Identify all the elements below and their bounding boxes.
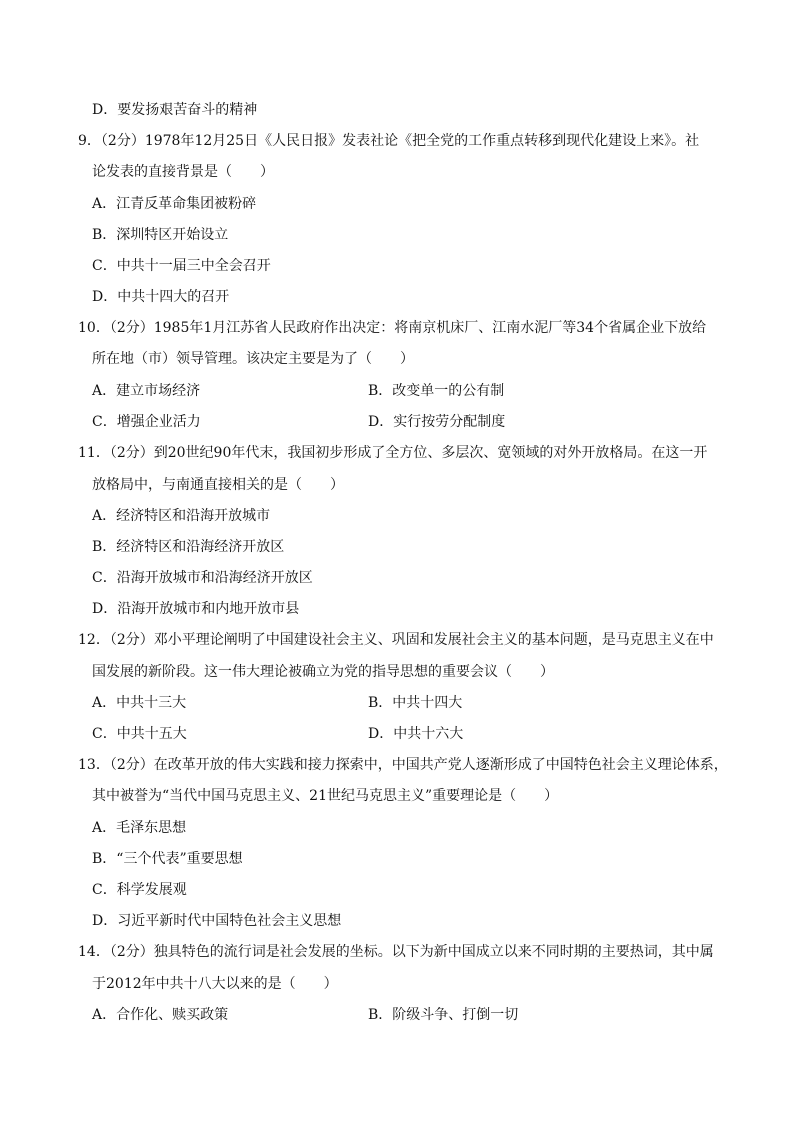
- option-d: D．中共十四大的召开: [92, 289, 230, 305]
- question-stem-line: 11．（2分）到20世纪90年代末，我国初步形成了全方位、多层次、宽领域的对外开放格局。在这一开: [78, 445, 708, 461]
- option-d: D．习近平新时代中国特色社会主义思想: [92, 913, 342, 929]
- option-d: D．实行按劳分配制度: [368, 414, 506, 430]
- option-a: A．毛泽东思想: [92, 820, 187, 836]
- option-c: C．沿海开放城市和沿海经济开放区: [92, 570, 313, 586]
- option-b: B．“三个代表”重要思想: [92, 851, 243, 867]
- option-b: B．深圳特区开始设立: [92, 227, 229, 243]
- question-stem-line: 放格局中，与南通直接相关的是（ ）: [92, 477, 344, 493]
- question-stem-line: 14．（2分）独具特色的流行词是社会发展的坐标。以下为新中国成立以来不同时期的主要热词，其中属: [78, 944, 714, 960]
- option-d: D．沿海开放城市和内地开放市县: [92, 601, 300, 617]
- option-c: C．增强企业活力: [92, 414, 201, 430]
- option-b: B．经济特区和沿海经济开放区: [92, 539, 285, 555]
- question-stem-line: 国发展的新阶段。这一伟大理论被确立为党的指导思想的重要会议（ ）: [92, 664, 554, 680]
- question-stem-line: 其中被誉为“当代中国马克思主义、21世纪马克思主义”重要理论是（ ）: [92, 788, 559, 804]
- question-stem-line: 论发表的直接背景是（ ）: [92, 164, 274, 180]
- option-a: A．江青反革命集团被粉碎: [92, 196, 257, 212]
- question-stem-line: 10．（2分）1985年1月江苏省人民政府作出决定：将南京机床厂、江南水泥厂等34个省属企业下放给: [78, 320, 707, 336]
- question-stem-line: 所在地（市）领导管理。该决定主要是为了（ ）: [92, 351, 414, 367]
- option-a: A．合作化、赎买政策: [92, 1007, 229, 1023]
- option-b: B．阶级斗争、打倒一切: [368, 1007, 519, 1023]
- question-stem-line: 13．（2分）在改革开放的伟大实践和接力探索中，中国共产党人逐渐形成了中国特色社会主义理论体系，: [78, 757, 728, 773]
- option-a: A．经济特区和沿海开放城市: [92, 508, 271, 524]
- question-stem-line: 于2012年中共十八大以来的是（ ）: [92, 976, 338, 992]
- option-a: A．中共十三大: [92, 695, 187, 711]
- option-c: C．中共十一届三中全会召开: [92, 258, 271, 274]
- option-d: D．中共十六大: [368, 726, 464, 742]
- option-a: A．建立市场经济: [92, 383, 201, 399]
- option-b: B．改变单一的公有制: [368, 383, 505, 399]
- option-b: B．中共十四大: [368, 695, 463, 711]
- option-c: C．中共十五大: [92, 726, 187, 742]
- question-stem-line: 12．（2分）邓小平理论阐明了中国建设社会主义、巩固和发展社会主义的基本问题，是马克思主义在中: [78, 632, 714, 648]
- question-stem-line: 9．（2分）1978年12月25日《人民日报》发表社论《把全党的工作重点转移到现代化建设上来》。社: [78, 133, 700, 149]
- option-c: C．科学发展观: [92, 882, 187, 898]
- option-d: D．要发扬艰苦奋斗的精神: [92, 102, 258, 118]
